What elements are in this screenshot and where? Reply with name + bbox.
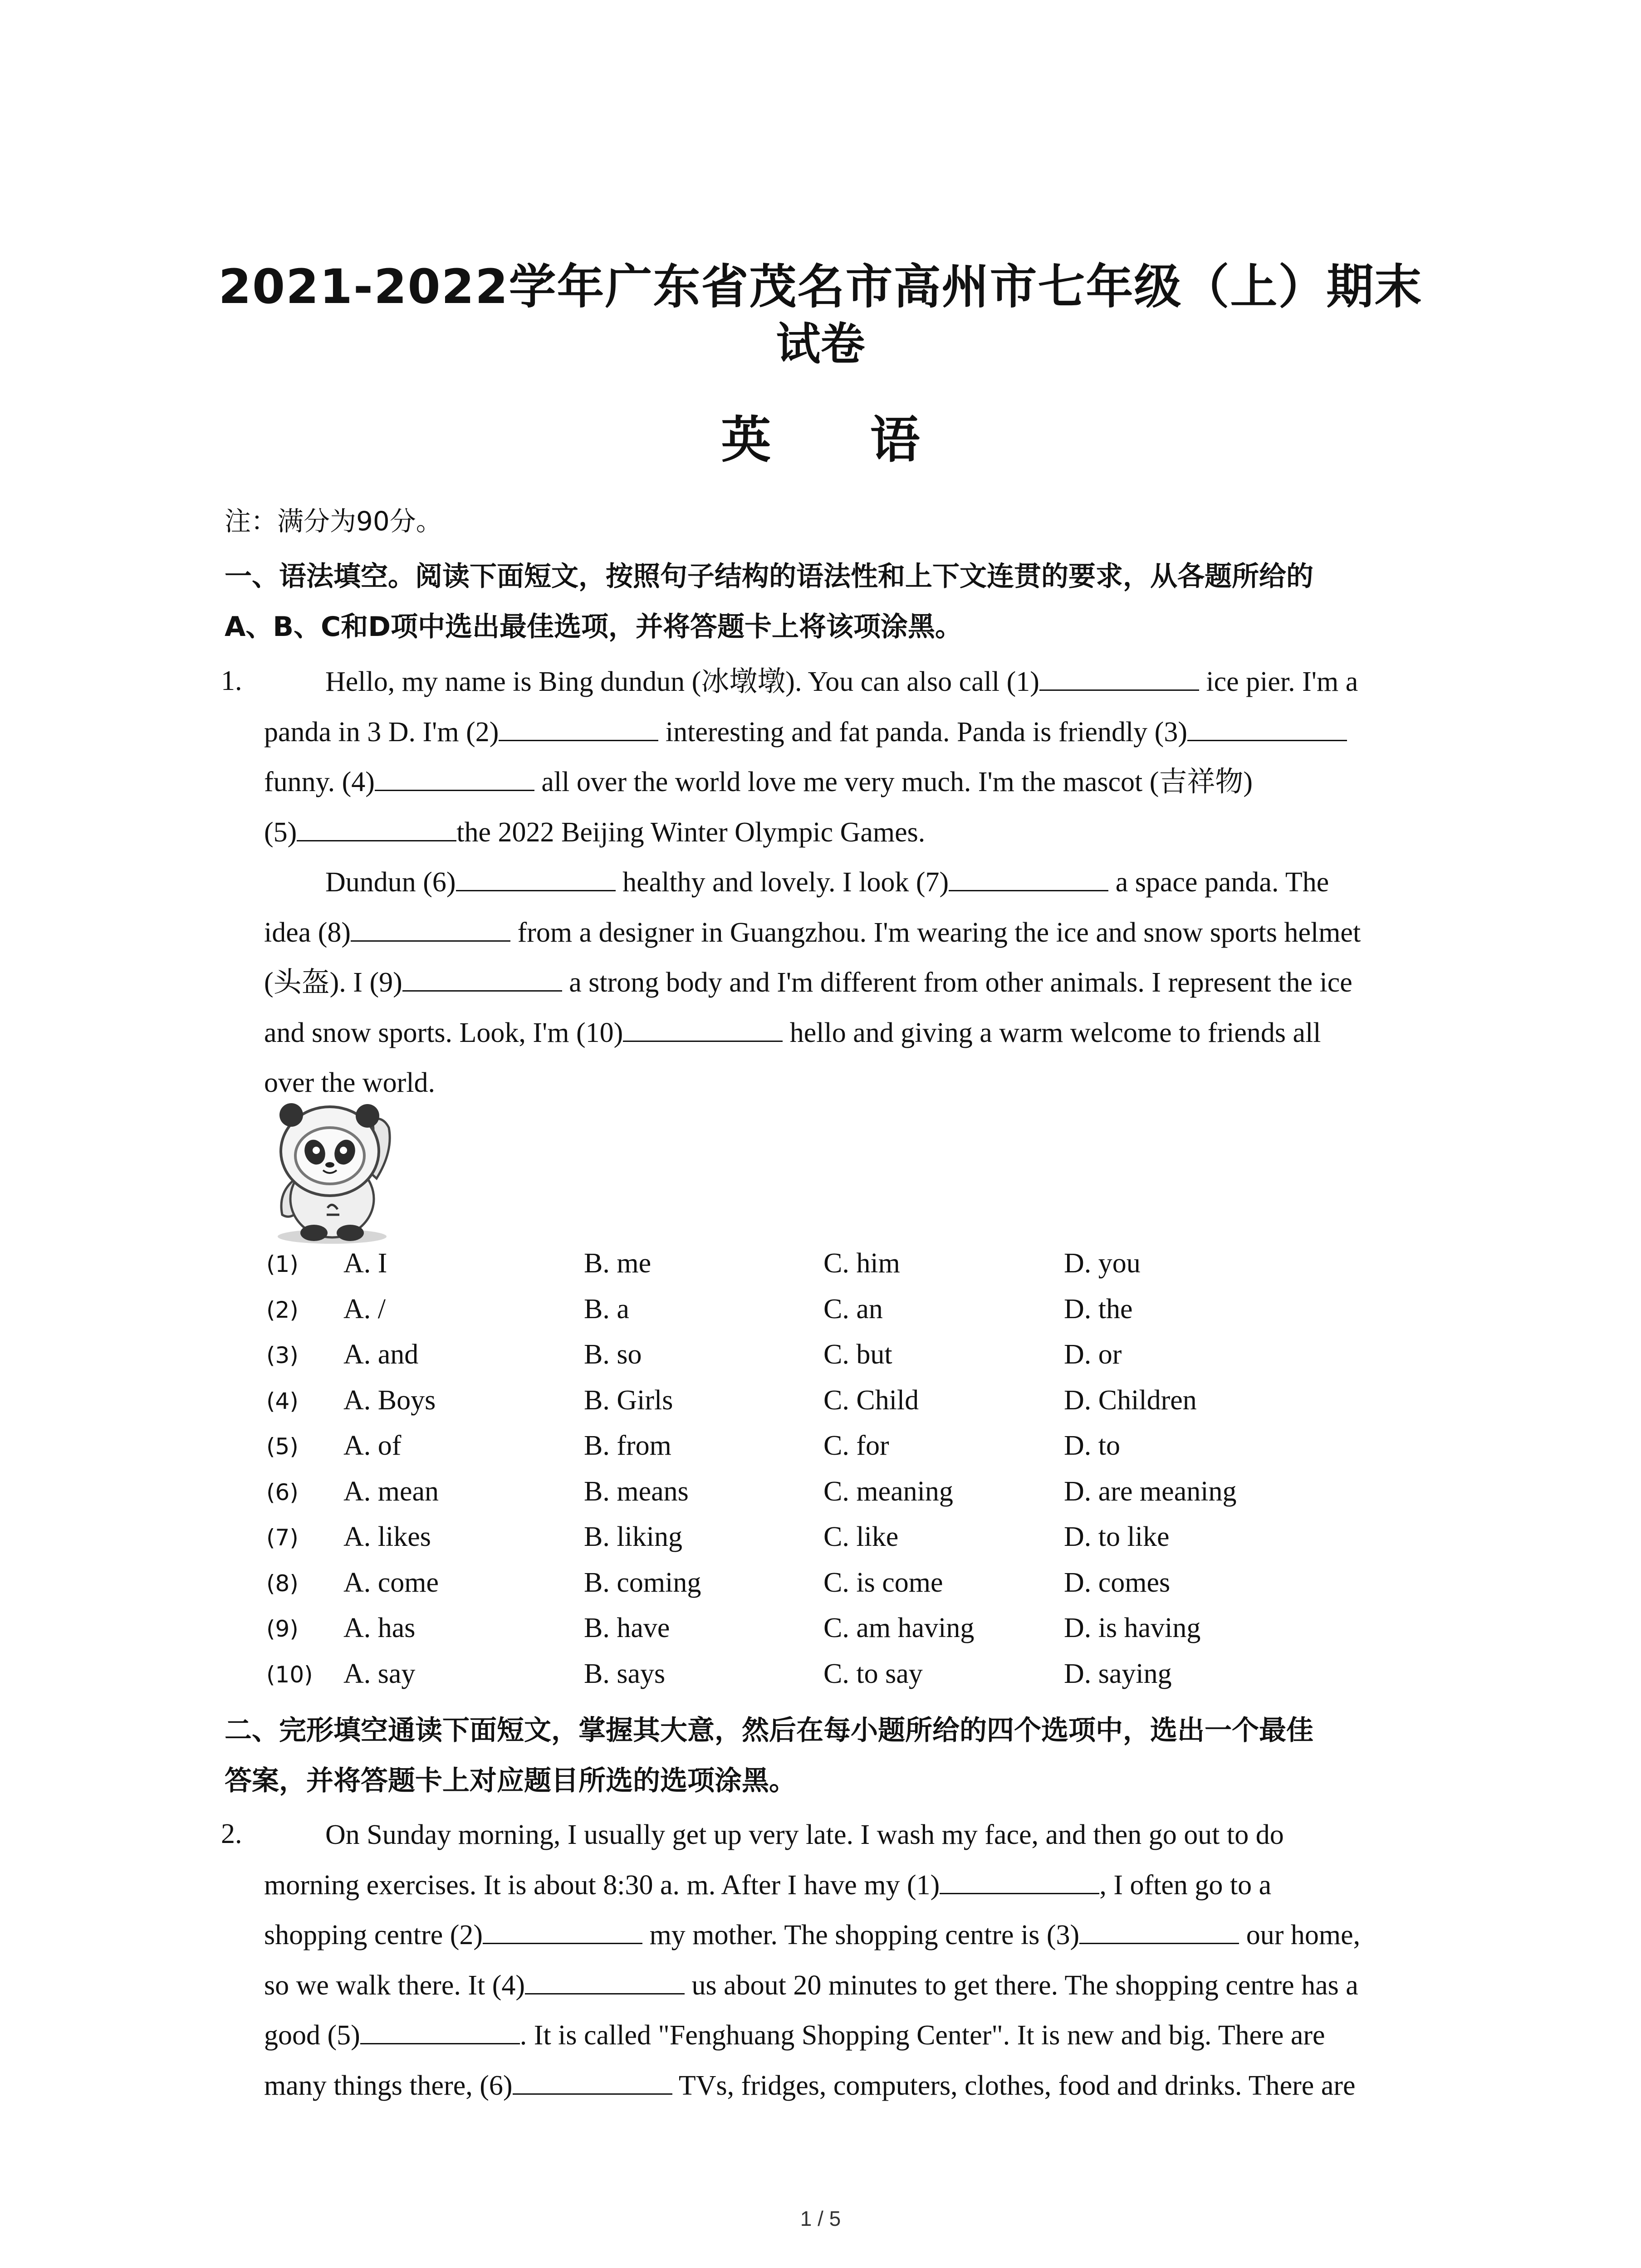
option-choice-c[interactable]: C. meaning <box>823 1476 953 1507</box>
option-choice-c[interactable]: C. is come <box>823 1567 943 1598</box>
bing-dwen-dwen-mascot-image <box>264 1101 400 1246</box>
passage-line <box>264 807 1462 858</box>
fill-in-blank[interactable] <box>297 816 456 841</box>
passage-text: over the world. <box>264 1067 436 1098</box>
passage-text: from a designer in Guangzhou. I'm wearing the ice and snow sports helmet <box>510 917 1361 948</box>
passage-text: idea (8) <box>264 917 351 948</box>
passage-line <box>264 908 1462 958</box>
passage-line <box>264 757 1462 807</box>
option-row <box>264 1567 1353 1613</box>
fill-in-blank[interactable] <box>402 966 562 992</box>
option-choice-c[interactable]: C. to say <box>823 1658 923 1689</box>
passage-text: shopping centre (2) <box>264 1920 483 1950</box>
option-row <box>264 1476 1353 1521</box>
option-row <box>264 1247 1353 1293</box>
passage-line <box>264 1810 1462 1860</box>
passage-text: , I often go to a <box>1099 1869 1272 1901</box>
option-choice-a[interactable]: A. I <box>343 1248 387 1279</box>
passage-text: funny. (4) <box>264 767 375 797</box>
subject-title: 英 语 <box>721 411 961 469</box>
option-choice-a[interactable]: A. come <box>343 1567 439 1598</box>
option-choice-b[interactable]: B. says <box>584 1658 666 1689</box>
option-choice-d[interactable]: D. or <box>1064 1339 1122 1370</box>
option-number: (4) <box>266 1388 299 1414</box>
option-choice-b[interactable]: B. have <box>584 1613 670 1643</box>
option-choice-d[interactable]: D. saying <box>1064 1658 1172 1689</box>
question2-passage <box>264 1810 1462 2111</box>
option-row <box>264 1339 1353 1384</box>
passage-text: many things there, (6) <box>264 2070 513 2101</box>
passage-text: ice pier. I'm a <box>1199 666 1358 697</box>
option-number: (7) <box>266 1525 299 1551</box>
option-choice-a[interactable]: A. say <box>343 1658 416 1689</box>
option-choice-a[interactable]: A. Boys <box>343 1384 436 1416</box>
fill-in-blank[interactable] <box>360 2019 520 2044</box>
option-choice-b[interactable]: B. liking <box>584 1521 683 1552</box>
option-choice-b[interactable]: B. coming <box>584 1567 701 1598</box>
passage-line <box>264 1960 1462 2011</box>
passage-text: Hello, my name is Bing dundun (冰墩墩). You can also call (1) <box>325 666 1039 697</box>
option-choice-a[interactable]: A. mean <box>343 1476 439 1507</box>
passage-text: our home, <box>1239 1920 1361 1950</box>
option-choice-a[interactable]: A. of <box>343 1430 402 1461</box>
page-number: 1 / 5 <box>800 2207 841 2230</box>
option-choice-d[interactable]: D. comes <box>1064 1567 1171 1598</box>
score-note: 注：满分为90分。 <box>225 506 442 537</box>
fill-in-blank[interactable] <box>623 1016 783 1042</box>
passage-text: TVs, fridges, computers, clothes, food and drinks. There are <box>672 2070 1356 2101</box>
fill-in-blank[interactable] <box>1187 715 1347 741</box>
passage-line <box>264 2061 1462 2111</box>
option-choice-d[interactable]: D. the <box>1064 1293 1133 1325</box>
section1-heading <box>225 552 1450 652</box>
question2-number: 2. <box>221 1818 242 1849</box>
section1-heading-line2: A、B、C和D项中选出最佳选项，并将答题卡上将该项涂黑。 <box>225 611 963 643</box>
passage-text: (5) <box>264 816 297 848</box>
option-row <box>264 1658 1353 1704</box>
passage-line <box>264 707 1462 758</box>
option-choice-d[interactable]: D. is having <box>1064 1613 1201 1643</box>
passage-text: a space panda. The <box>1108 867 1329 898</box>
passage-text: . It is called "Fenghuang Shopping Center". It is new and big. There are <box>519 2020 1325 2051</box>
passage-line <box>264 958 1462 1008</box>
fill-in-blank[interactable] <box>483 1918 642 1944</box>
question1-passage <box>264 657 1462 1108</box>
passage-text: so we walk there. It (4) <box>264 1970 525 2001</box>
passage-text: us about 20 minutes to get there. The shopping centre has a <box>685 1970 1358 2001</box>
option-number: (8) <box>266 1570 299 1597</box>
question1-number: 1. <box>221 665 242 696</box>
option-choice-b[interactable]: B. a <box>584 1293 629 1325</box>
fill-in-blank[interactable] <box>456 865 616 891</box>
fill-in-blank[interactable] <box>940 1868 1099 1894</box>
option-choice-d[interactable]: D. are meaning <box>1064 1476 1237 1507</box>
passage-text: (头盔). I (9) <box>264 967 402 998</box>
passage-text: a strong body and I'm different from other animals. I represent the ice <box>562 967 1352 998</box>
option-number: (10) <box>266 1661 313 1688</box>
option-choice-d[interactable]: D. to like <box>1064 1521 1170 1552</box>
option-choice-c[interactable]: C. Child <box>823 1384 919 1416</box>
option-choice-a[interactable]: A. has <box>343 1613 416 1643</box>
option-choice-c[interactable]: C. an <box>823 1293 883 1325</box>
option-row <box>264 1384 1353 1430</box>
option-number: (9) <box>266 1616 299 1642</box>
passage-text: and snow sports. Look, I'm (10) <box>264 1017 623 1048</box>
passage-text: the 2022 Beijing Winter Olympic Games. <box>456 816 926 848</box>
option-row <box>264 1521 1353 1567</box>
option-choice-b[interactable]: B. Girls <box>584 1384 673 1416</box>
section2-heading-line2: 答案，并将答题卡上对应题目所选的选项涂黑。 <box>225 1765 796 1797</box>
option-choice-d[interactable]: D. Children <box>1064 1384 1197 1416</box>
fill-in-blank[interactable] <box>375 765 534 791</box>
option-choice-c[interactable]: C. him <box>823 1248 900 1279</box>
passage-line <box>264 657 1462 707</box>
fill-in-blank[interactable] <box>499 715 658 741</box>
option-number: (3) <box>266 1342 299 1369</box>
option-choice-a[interactable]: A. / <box>343 1293 386 1325</box>
document-title-line2: 试卷 <box>776 318 865 370</box>
fill-in-blank[interactable] <box>949 865 1108 891</box>
passage-text: good (5) <box>264 2020 360 2051</box>
option-number: (2) <box>266 1296 299 1323</box>
fill-in-blank[interactable] <box>525 1969 685 1994</box>
question1-options <box>264 1247 1353 1703</box>
fill-in-blank[interactable] <box>1039 665 1199 691</box>
passage-text: healthy and lovely. I look (7) <box>615 867 949 898</box>
passage-line <box>264 1058 1462 1108</box>
option-row <box>264 1293 1353 1339</box>
passage-text: Dundun (6) <box>325 867 456 898</box>
passage-text: interesting and fat panda. Panda is friendly (3) <box>658 716 1187 748</box>
option-number: (1) <box>266 1251 299 1277</box>
passage-text: panda in 3 D. I'm (2) <box>264 716 499 748</box>
passage-text: all over the world love me very much. I'm the mascot (吉祥物) <box>534 767 1253 797</box>
option-choice-b[interactable]: B. means <box>584 1476 689 1507</box>
option-choice-a[interactable]: A. likes <box>343 1521 431 1552</box>
passage-line <box>264 857 1462 908</box>
option-number: (6) <box>266 1479 299 1505</box>
passage-line <box>264 1910 1462 1960</box>
option-choice-d[interactable]: D. to <box>1064 1430 1120 1461</box>
passage-text: morning exercises. It is about 8:30 a. m. After I have my (1) <box>264 1869 940 1901</box>
passage-text: my mother. The shopping centre is (3) <box>642 1920 1080 1950</box>
section2-heading-line1: 二、完形填空通读下面短文，掌握其大意，然后在每小题所给的四个选项中，选出一个最佳 <box>225 1715 1313 1746</box>
passage-line <box>264 2010 1462 2061</box>
option-choice-d[interactable]: D. you <box>1064 1248 1141 1279</box>
fill-in-blank[interactable] <box>351 916 510 942</box>
option-choice-b[interactable]: B. me <box>584 1248 652 1279</box>
passage-line <box>264 1008 1462 1058</box>
option-choice-c[interactable]: C. but <box>823 1339 892 1370</box>
option-number: (5) <box>266 1433 299 1460</box>
option-choice-c[interactable]: C. am having <box>823 1613 975 1643</box>
section1-heading-line1: 一、语法填空。阅读下面短文，按照句子结构的语法性和上下文连贯的要求，从各题所给的 <box>225 561 1313 592</box>
option-choice-b[interactable]: B. so <box>584 1339 642 1370</box>
section2-heading <box>225 1706 1450 1806</box>
passage-line <box>264 1860 1462 1911</box>
fill-in-blank[interactable] <box>513 2069 672 2095</box>
option-row <box>264 1612 1353 1658</box>
passage-text: hello and giving a warm welcome to friends all <box>783 1017 1321 1048</box>
option-choice-a[interactable]: A. and <box>343 1339 419 1370</box>
option-choice-b[interactable]: B. from <box>584 1430 671 1461</box>
option-choice-c[interactable]: C. like <box>823 1521 899 1552</box>
option-choice-c[interactable]: C. for <box>823 1430 889 1461</box>
document-title-line1: 2021-2022学年广东省茂名市高州市七年级（上）期末 <box>218 259 1423 314</box>
passage-text: On Sunday morning, I usually get up very late. I wash my face, and then go out to do <box>325 1819 1284 1850</box>
option-row <box>264 1430 1353 1476</box>
fill-in-blank[interactable] <box>1079 1918 1239 1944</box>
